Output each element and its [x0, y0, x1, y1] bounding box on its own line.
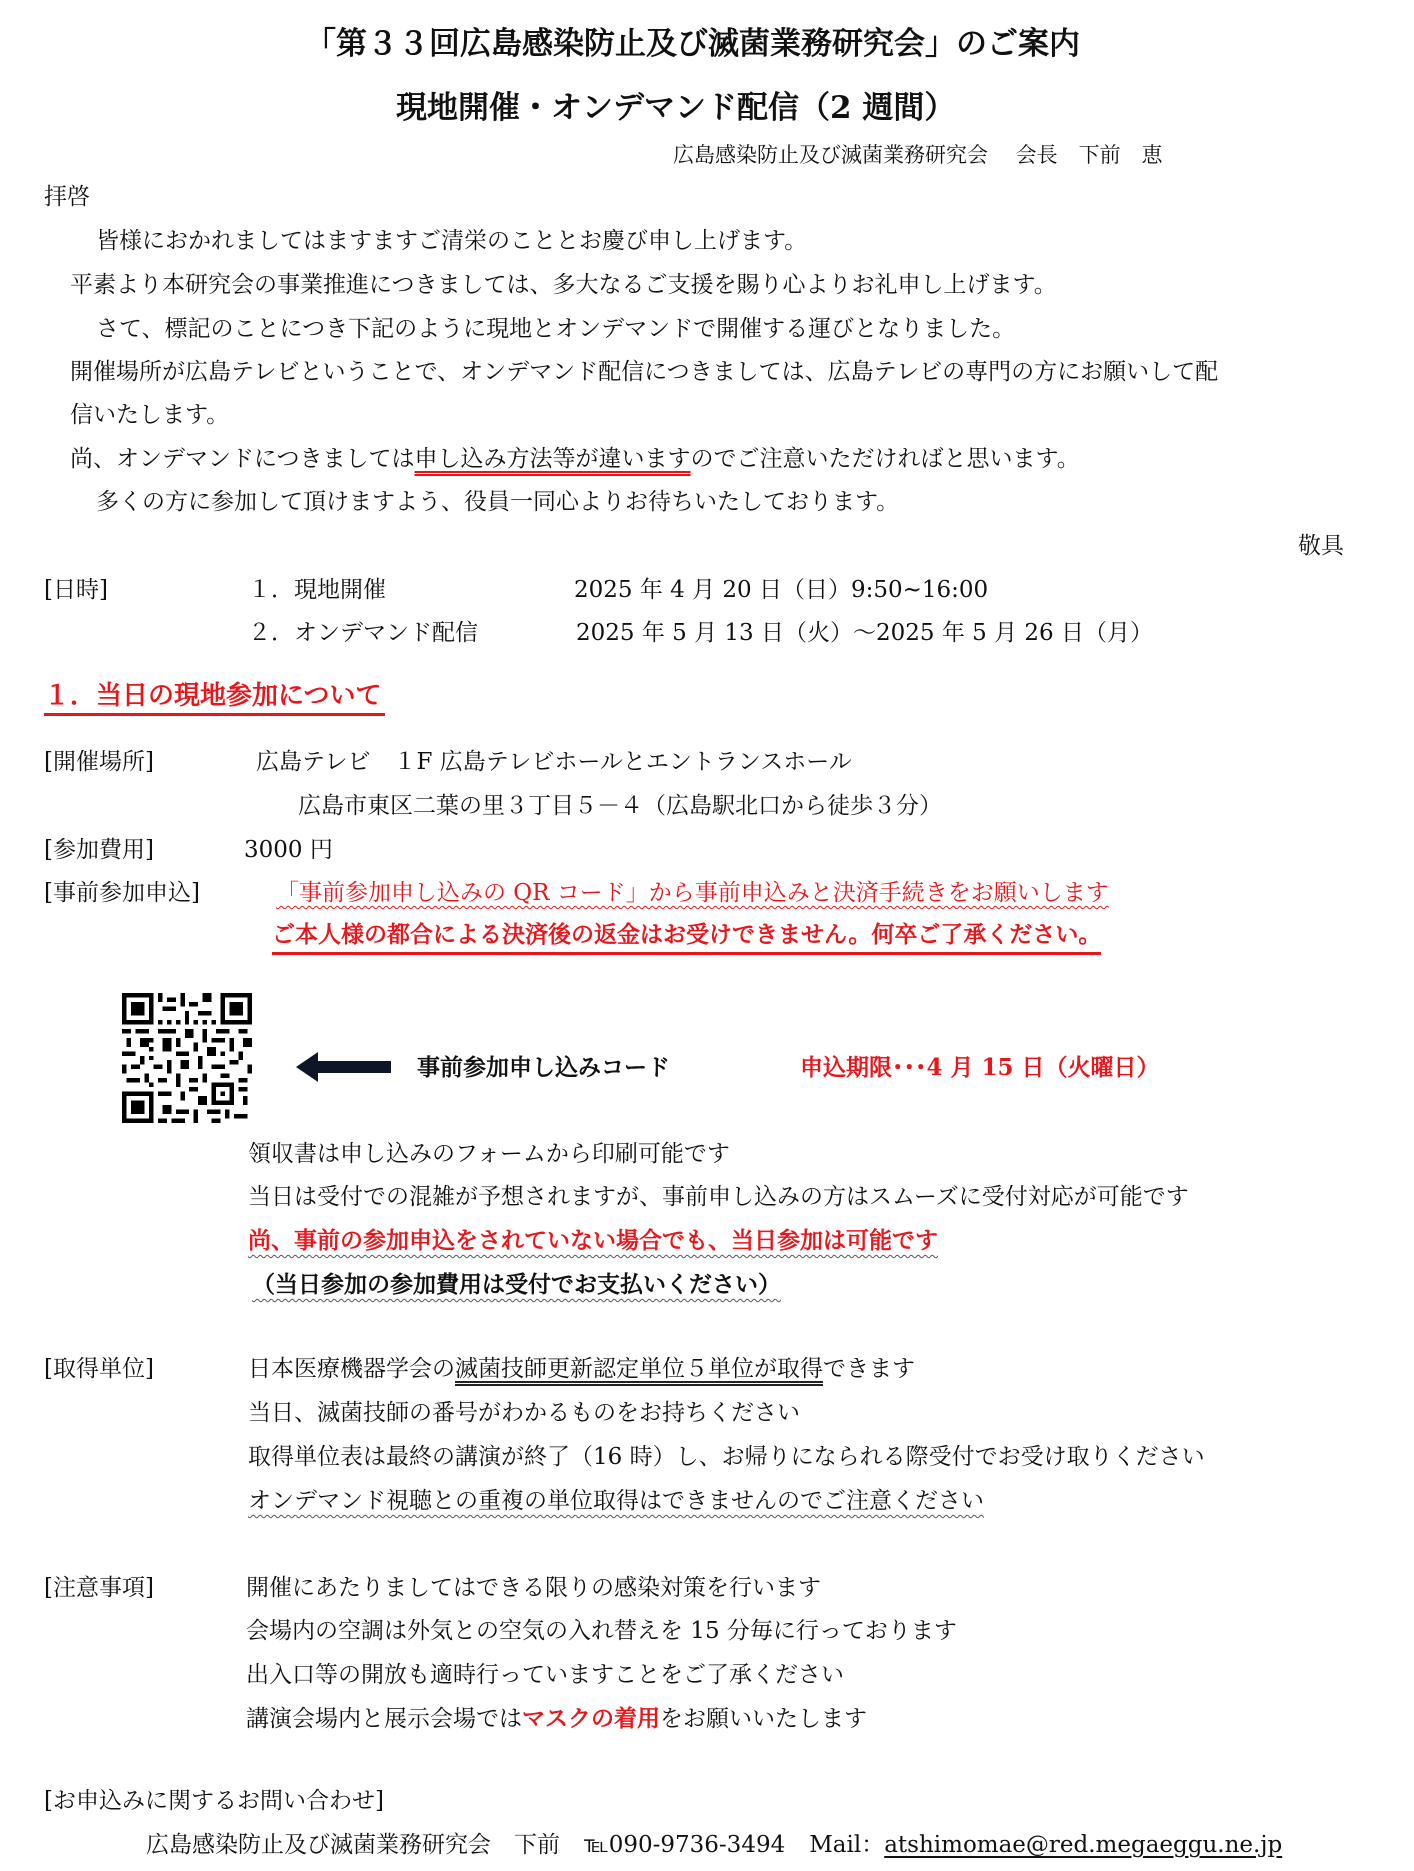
credits-emphasis: 滅菌技師更新認定単位５単位が取得 [455, 1356, 823, 1382]
note-same-day: 尚、事前の参加申込をされていない場合でも、当日参加は可能です [248, 1227, 938, 1254]
credits-label: [取得単位] [44, 1356, 154, 1382]
notice-line: 出入口等の開放も適時行っていますことをご了承ください [246, 1662, 844, 1688]
qr-caption: 事前参加申し込みコード [417, 1054, 670, 1081]
credits-line: 当日、滅菌技師の番号がわかるものをお持ちください [248, 1400, 800, 1426]
emphasis-application-method: 申し込み方法等が違います [414, 446, 691, 472]
schedule-label: [日時] [44, 577, 108, 603]
greeting-text: のでご注意いただければと思います。 [690, 446, 1080, 472]
credits-line: 取得単位表は最終の講演が終了（16 時）し、お帰りになられる際受付でお受け取りください [248, 1444, 1205, 1470]
section-heading: １．当日の現地参加について [44, 681, 385, 716]
mask-emphasis: マスクの着用 [522, 1705, 660, 1732]
note-congestion: 当日は受付での混雑が予想されますが、事前申し込みの方はスムーズに受付対応が可能です [248, 1184, 1189, 1210]
qr-code-image[interactable] [122, 993, 252, 1123]
notice-text: をお願いいたします [660, 1706, 867, 1732]
page-subtitle: 現地開催・オンデマンド配信（2 週間） [396, 90, 956, 126]
greeting-opening: 拝啓 [44, 184, 90, 210]
note-same-day-fee: （当日参加の参加費用は受付でお支払いください） [252, 1271, 781, 1298]
greeting-closing: 敬具 [1298, 533, 1344, 559]
credits-text: できます [823, 1356, 915, 1382]
contact-org: 広島感染防止及び滅菌業務研究会 下前 [146, 1832, 560, 1858]
refund-notice: ご本人様の都合による決済後の返金はお受けできません。何卒ご了承ください。 [272, 920, 1101, 955]
notice-line: 会場内の空調は外気との空気の入れ替えを 15 分毎に行っております [246, 1618, 957, 1644]
schedule-item-date: 2025 年 5 月 13 日（火）～2025 年 5 月 26 日（月） [576, 620, 1153, 646]
greeting-paragraph [70, 444, 1080, 474]
venue-address: 広島市東区二葉の里３丁目５－４（広島駅北口から徒歩３分） [298, 793, 942, 819]
apply-instruction: 「事前参加申し込みの QR コード」から事前申込みと決済手続きをお願いします [276, 880, 1109, 906]
greeting-paragraph: さて、標記のことにつき下記のように現地とオンデマンドで開催する運びとなりました。 [96, 316, 1016, 342]
greeting-text: 尚、オンデマンドにつきましては [70, 446, 415, 472]
sender-line: 広島感染防止及び滅菌業務研究会 会長 下前 恵 [673, 143, 1163, 167]
greeting-paragraph: 平素より本研究会の事業推進につきましては、多大なるご支援を賜り心よりお礼申し上げます。 [70, 272, 1057, 298]
venue-name: 広島テレビ １F 広島テレビホールとエントランスホール [256, 749, 852, 775]
credits-line [248, 1354, 915, 1384]
credits-line: オンデマンド視聴との重複の単位取得はできませんのでご注意ください [248, 1488, 984, 1514]
contact-label: [お申込みに関するお問い合わせ] [44, 1788, 384, 1814]
notice-line: 開催にあたりましてはできる限りの感染対策を行います [246, 1575, 821, 1601]
notice-text: 講演会場内と展示会場では [246, 1706, 522, 1732]
contact-line [146, 1830, 1282, 1860]
venue-label: [開催場所] [44, 749, 154, 775]
greeting-paragraph: 多くの方に参加して頂けますよう、役員一同心よりお待ちいたしております。 [96, 489, 900, 515]
contact-email-link[interactable]: atshimomae@red.megaeggu.ne.jp [884, 1832, 1283, 1858]
greeting-paragraph: 信いたします。 [70, 402, 230, 428]
contact-tel: ℡090-9736-3494 [584, 1832, 786, 1858]
schedule-item-name: ２．オンデマンド配信 [248, 620, 478, 646]
apply-label: [事前参加申込] [44, 880, 200, 906]
notices-label: [注意事項] [44, 1575, 154, 1601]
notice-line [246, 1704, 867, 1734]
greeting-paragraph: 皆様におかれましてはますますご清栄のこととお慶び申し上げます。 [96, 228, 808, 254]
greeting-paragraph: 開催場所が広島テレビということで、オンデマンド配信につきましては、広島テレビの専門の方にお願いして配 [70, 359, 1219, 385]
fee-label: [参加費用] [44, 837, 154, 863]
schedule-item-date: 2025 年 4 月 20 日（日）9:50~16:00 [574, 577, 989, 603]
credits-text: 日本医療機器学会の [248, 1356, 455, 1382]
arrow-left-icon [296, 1050, 391, 1084]
fee-value: 3000 円 [244, 837, 333, 863]
schedule-item-name: １．現地開催 [248, 577, 386, 603]
note-receipt: 領収書は申し込みのフォームから印刷可能です [248, 1141, 730, 1167]
application-deadline: 申込期限･･･4 月 15 日（火曜日） [800, 1054, 1160, 1081]
contact-mail-label: Mail： [809, 1832, 885, 1858]
page-title: 「第３３回広島感染防止及び滅菌業務研究会」のご案内 [305, 26, 1080, 62]
